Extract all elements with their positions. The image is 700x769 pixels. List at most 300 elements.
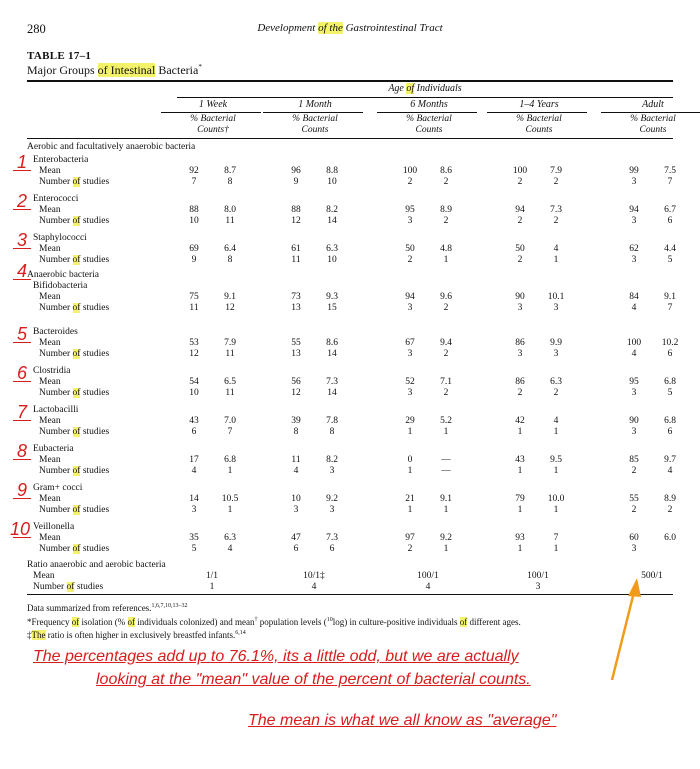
mean-percent-cell: 94: [405, 292, 415, 302]
mean-count-cell: 8.6: [440, 166, 452, 176]
studies-count-cell: 15: [327, 303, 337, 313]
studies-count-cell: 1: [227, 505, 233, 515]
studies-count-cell: 3: [553, 303, 559, 313]
mean-count-cell: 10.2: [661, 338, 679, 348]
studies-count-cell: 14: [327, 388, 337, 398]
studies-percent-cell: 3: [631, 177, 637, 187]
studies-label: Number of studies: [39, 255, 110, 265]
studies-count-cell: 8: [227, 255, 233, 265]
mean-count-cell: 6.0: [664, 533, 676, 543]
mean-count-cell: 9.6: [440, 292, 452, 302]
studies-percent-cell: 1: [517, 427, 523, 437]
studies-count-cell: 1: [443, 505, 449, 515]
studies-percent-cell: 1: [407, 466, 413, 476]
age-heading: 1 Week: [198, 99, 228, 110]
annotation-underline: [13, 459, 31, 460]
mean-count-cell: 8.2: [326, 205, 338, 215]
studies-count-cell: 7: [667, 177, 673, 187]
studies-count-cell: 11: [225, 349, 235, 359]
studies-count-cell: 7: [227, 427, 233, 437]
studies-count-cell: 11: [225, 388, 235, 398]
studies-count-cell: 1: [553, 505, 559, 515]
studies-percent-cell: 7: [191, 177, 197, 187]
studies-count-cell: 6: [667, 427, 673, 437]
studies-label: Number of studies: [39, 216, 110, 226]
mean-count-cell: 7: [553, 533, 559, 543]
table-id: TABLE 17–1: [27, 50, 92, 62]
mean-count-cell: 4: [553, 416, 559, 426]
mean-count-cell: 7.1: [440, 377, 452, 387]
mean-percent-cell: 50: [405, 244, 415, 254]
studies-percent-cell: 3: [407, 216, 413, 226]
studies-percent-cell: 4: [191, 466, 197, 476]
studies-count-cell: 2: [443, 349, 449, 359]
mean-count-cell: 7.0: [224, 416, 236, 426]
page-number: 280: [27, 22, 46, 36]
annotation-number-3: 3: [17, 230, 28, 250]
mean-count-cell: 8.0: [224, 205, 236, 215]
age-spanner: Age of Individuals: [388, 83, 462, 94]
footnotes: [27, 601, 673, 642]
mean-percent-cell: 53: [189, 338, 199, 348]
studies-percent-cell: 2: [517, 177, 523, 187]
ratio-studies-label: Number of studies: [33, 582, 104, 592]
studies-percent-cell: 6: [191, 427, 197, 437]
mean-percent-cell: 75: [189, 292, 199, 302]
studies-percent-cell: 9: [191, 255, 197, 265]
mean-percent-cell: 100: [626, 338, 642, 348]
mean-label: Mean: [39, 292, 61, 302]
mean-percent-cell: 50: [515, 244, 525, 254]
mean-percent-cell: 43: [515, 455, 525, 465]
studies-label: Number of studies: [39, 544, 110, 554]
studies-count-cell: 1: [553, 544, 559, 554]
mean-count-cell: 9.2: [326, 494, 338, 504]
mean-percent-cell: 86: [515, 377, 525, 387]
mean-percent-cell: 54: [189, 377, 199, 387]
studies-count-cell: 11: [225, 216, 235, 226]
studies-percent-cell: 1: [517, 466, 523, 476]
studies-percent-cell: 1: [517, 505, 523, 515]
mean-percent-cell: 94: [629, 205, 639, 215]
studies-label: Number of studies: [39, 505, 110, 515]
mean-count-cell: 4: [553, 244, 559, 254]
mean-count-cell: —: [441, 455, 451, 465]
ratio-studies-cell: 4: [311, 582, 317, 592]
mean-percent-cell: 100: [402, 166, 418, 176]
footnote-dagger: ‡The ratio is often higher in exclusively breastfed infants.$^{6,14}$: [27, 630, 246, 640]
mean-count-cell: 8.6: [326, 338, 338, 348]
studies-label: Number of studies: [39, 303, 110, 313]
mean-percent-cell: 96: [291, 166, 301, 176]
mean-percent-cell: 95: [629, 377, 639, 387]
mean-percent-cell: 29: [405, 416, 415, 426]
mean-count-cell: 6.5: [224, 377, 236, 387]
annotation-underline: [13, 537, 31, 538]
mean-percent-cell: 73: [291, 292, 301, 302]
studies-count-cell: 2: [443, 388, 449, 398]
studies-count-cell: 2: [553, 177, 559, 187]
mean-count-cell: 9.1: [664, 292, 676, 302]
mean-percent-cell: 84: [629, 292, 639, 302]
ratio-studies-cell: 4: [425, 582, 431, 592]
mean-count-cell: 7.9: [550, 166, 562, 176]
annotation-number-6: 6: [17, 363, 28, 383]
studies-count-cell: 1: [443, 427, 449, 437]
mean-count-cell: 7.3: [326, 377, 338, 387]
mean-label: Mean: [39, 166, 61, 176]
mean-count-cell: 10.0: [547, 494, 565, 504]
ratio-mean-label: Mean: [33, 571, 55, 581]
mean-label: Mean: [39, 533, 61, 543]
annotation-underline: [13, 420, 31, 421]
annotation-underline: [13, 248, 31, 249]
column-subheader: % Bacterial: [630, 114, 676, 124]
studies-percent-cell: 2: [631, 505, 637, 515]
studies-percent-cell: 3: [631, 388, 637, 398]
mean-percent-cell: 90: [515, 292, 525, 302]
mean-label: Mean: [39, 455, 61, 465]
mean-percent-cell: 62: [629, 244, 639, 254]
age-heading-rule: [601, 112, 700, 113]
mean-percent-cell: 99: [629, 166, 639, 176]
studies-count-cell: 1: [553, 466, 559, 476]
annotation-line-2: looking at the "mean" value of the percent of bacterial counts.: [96, 671, 531, 688]
studies-label: Number of studies: [39, 388, 110, 398]
studies-percent-cell: 3: [191, 505, 197, 515]
mean-percent-cell: 100: [512, 166, 528, 176]
studies-percent-cell: 3: [631, 427, 637, 437]
annotation-number-1: 1: [17, 152, 28, 172]
studies-percent-cell: 10: [189, 388, 199, 398]
mean-percent-cell: 92: [189, 166, 199, 176]
studies-percent-cell: 4: [293, 466, 299, 476]
studies-count-cell: 3: [329, 505, 335, 515]
ratio-studies-cell: 1: [209, 582, 215, 592]
studies-percent-cell: 3: [631, 255, 637, 265]
studies-percent-cell: 3: [407, 349, 413, 359]
mean-count-cell: 9.3: [326, 292, 338, 302]
mean-percent-cell: 69: [189, 244, 199, 254]
studies-count-cell: 2: [443, 177, 449, 187]
bacteria-group-name: Enterococci: [33, 194, 79, 204]
mean-count-cell: 7.3: [326, 533, 338, 543]
running-title: Development of the Gastrointestinal Tract: [257, 22, 443, 34]
mean-label: Mean: [39, 244, 61, 254]
studies-percent-cell: 1: [517, 544, 523, 554]
studies-label: Number of studies: [39, 349, 110, 359]
annotation-number-9: 9: [17, 480, 28, 500]
studies-percent-cell: 10: [189, 216, 199, 226]
studies-percent-cell: 4: [631, 349, 637, 359]
mean-count-cell: 8.8: [326, 166, 338, 176]
mean-percent-cell: 47: [291, 533, 301, 543]
column-subheader: Counts: [301, 125, 329, 135]
studies-percent-cell: 2: [407, 177, 413, 187]
mean-count-cell: 8.9: [440, 205, 452, 215]
studies-percent-cell: 8: [293, 427, 299, 437]
studies-percent-cell: 13: [291, 303, 301, 313]
ratio-mean-cell: 10/1‡: [303, 571, 325, 581]
mean-count-cell: 6.3: [224, 533, 236, 543]
ratio-mean-cell: 1/1: [205, 571, 219, 581]
studies-count-cell: 10: [327, 255, 337, 265]
studies-percent-cell: 11: [291, 255, 301, 265]
studies-count-cell: 2: [553, 216, 559, 226]
bacteria-group-name: Enterobacteria: [33, 155, 89, 165]
studies-count-cell: 8: [329, 427, 335, 437]
age-heading: 6 Months: [410, 99, 448, 110]
studies-percent-cell: 1: [407, 505, 413, 515]
annotation-number-10: 10: [10, 519, 31, 539]
annotation-number-2: 2: [17, 191, 28, 211]
mean-percent-cell: 35: [189, 533, 199, 543]
column-subheader: % Bacterial: [516, 114, 562, 124]
annotation-underline: [13, 381, 31, 382]
age-heading: Adult: [642, 99, 664, 110]
mean-percent-cell: 67: [405, 338, 415, 348]
studies-percent-cell: 5: [191, 544, 197, 554]
mean-percent-cell: 60: [629, 533, 639, 543]
studies-percent-cell: 2: [407, 255, 413, 265]
header-bottom-rule: [27, 138, 673, 139]
studies-percent-cell: 6: [293, 544, 299, 554]
studies-percent-cell: 1: [407, 427, 413, 437]
studies-percent-cell: 12: [189, 349, 199, 359]
age-heading-rule: [377, 112, 477, 113]
mean-percent-cell: 88: [189, 205, 199, 215]
mean-count-cell: 4.4: [664, 244, 676, 254]
studies-count-cell: 14: [327, 216, 337, 226]
studies-percent-cell: 3: [631, 544, 637, 554]
studies-count-cell: 10: [327, 177, 337, 187]
studies-count-cell: 4: [667, 466, 673, 476]
bacteria-group-name: Eubacteria: [33, 444, 74, 454]
annotation-line-1: The percentages add up to 76.1%, its a little odd, but we are actually: [33, 648, 519, 665]
mean-count-cell: 9.9: [550, 338, 562, 348]
studies-label: Number of studies: [39, 466, 110, 476]
mean-percent-cell: 90: [629, 416, 639, 426]
mean-percent-cell: 55: [629, 494, 639, 504]
studies-count-cell: 3: [329, 466, 335, 476]
studies-count-cell: 1: [443, 544, 449, 554]
bacteria-group-name: Lactobacilli: [33, 405, 79, 415]
studies-percent-cell: 12: [291, 216, 301, 226]
column-subheader: Counts: [525, 125, 553, 135]
mean-percent-cell: 39: [291, 416, 301, 426]
mean-percent-cell: 97: [405, 533, 415, 543]
mean-percent-cell: 14: [189, 494, 199, 504]
mean-label: Mean: [39, 494, 61, 504]
studies-count-cell: 2: [667, 505, 673, 515]
studies-percent-cell: 2: [517, 388, 523, 398]
mean-count-cell: 6.8: [224, 455, 236, 465]
mean-percent-cell: 52: [405, 377, 415, 387]
annotation-line-3: The mean is what we all know as "average": [248, 712, 557, 729]
studies-count-cell: 6: [329, 544, 335, 554]
data-table: [10, 80, 679, 594]
studies-percent-cell: 2: [631, 466, 637, 476]
mean-count-cell: 9.5: [550, 455, 562, 465]
studies-count-cell: 2: [553, 388, 559, 398]
footnote-summary: Data summarized from references.$^{1,6,7,10,13-32}$: [27, 603, 188, 613]
studies-count-cell: 1: [227, 466, 233, 476]
mean-count-cell: 7.8: [326, 416, 338, 426]
age-heading: 1 Month: [298, 99, 332, 110]
annotation-underline: [13, 342, 31, 343]
table-title: Major Groups of Intestinal Bacteria*: [27, 63, 202, 77]
studies-percent-cell: 3: [517, 303, 523, 313]
mean-percent-cell: 95: [405, 205, 415, 215]
studies-percent-cell: 2: [517, 255, 523, 265]
studies-count-cell: 2: [443, 303, 449, 313]
studies-percent-cell: 3: [407, 303, 413, 313]
studies-count-cell: 8: [227, 177, 233, 187]
studies-count-cell: 12: [225, 303, 235, 313]
age-heading-rule: [263, 112, 363, 113]
ratio-mean-cell: 500/1: [641, 571, 663, 581]
bacteria-group-name: Bacteroides: [33, 327, 78, 337]
annotation-underline: [13, 498, 31, 499]
mean-percent-cell: 55: [291, 338, 301, 348]
mean-percent-cell: 79: [515, 494, 525, 504]
studies-count-cell: 6: [667, 349, 673, 359]
annotation-underline: [13, 170, 31, 171]
mean-count-cell: 9.2: [440, 533, 452, 543]
mean-percent-cell: 17: [189, 455, 199, 465]
studies-count-cell: 1: [443, 255, 449, 265]
column-subheader: % Bacterial: [406, 114, 452, 124]
mean-count-cell: 7.9: [224, 338, 236, 348]
mean-percent-cell: 85: [629, 455, 639, 465]
mean-count-cell: 6.4: [224, 244, 236, 254]
mean-count-cell: 6.3: [550, 377, 562, 387]
mean-count-cell: 6.7: [664, 205, 676, 215]
studies-percent-cell: 4: [631, 303, 637, 313]
mean-percent-cell: 42: [515, 416, 525, 426]
column-subheader: Counts†: [197, 125, 229, 135]
section-label-aerobic: Aerobic and facultatively anaerobic bacteria: [27, 142, 196, 152]
mean-percent-cell: 88: [291, 205, 301, 215]
age-heading-rule: [487, 112, 587, 113]
annotation-number-5: 5: [17, 324, 28, 344]
studies-count-cell: 14: [327, 349, 337, 359]
ratio-mean-cell: 100/1: [417, 571, 439, 581]
studies-percent-cell: 13: [291, 349, 301, 359]
age-heading-rule: [161, 112, 261, 113]
studies-count-cell: 6: [667, 216, 673, 226]
mean-percent-cell: 21: [405, 494, 415, 504]
mean-label: Mean: [39, 416, 61, 426]
ratio-studies-cell: 3: [535, 582, 541, 592]
mean-count-cell: 9.7: [664, 455, 676, 465]
mean-count-cell: 10.5: [221, 494, 239, 504]
mean-count-cell: 4.8: [440, 244, 452, 254]
annotation-underline: [13, 209, 31, 210]
footnote-star: *Frequency of isolation (% of individuals colonized) and mean† population levels ($^{10}$log) in culture-positive individuals of different ages.: [27, 616, 521, 627]
mean-count-cell: 8.7: [224, 166, 236, 176]
table-top-rule: [27, 80, 673, 82]
studies-count-cell: 7: [667, 303, 673, 313]
studies-percent-cell: 3: [293, 505, 299, 515]
mean-percent-cell: 11: [291, 455, 301, 465]
column-subheader: % Bacterial: [190, 114, 236, 124]
mean-percent-cell: 56: [291, 377, 301, 387]
ratio-mean-cell: 100/1: [527, 571, 549, 581]
mean-label: Mean: [39, 377, 61, 387]
bacteria-group-name: Clostridia: [33, 366, 71, 376]
studies-count-cell: 4: [227, 544, 233, 554]
mean-label: Mean: [39, 338, 61, 348]
bacteria-group-name: Bifidobacteria: [33, 281, 88, 291]
column-subheader: % Bacterial: [292, 114, 338, 124]
annotation-underline: [13, 279, 31, 280]
mean-count-cell: 8.9: [664, 494, 676, 504]
annotation-number-7: 7: [17, 402, 28, 422]
studies-count-cell: —: [441, 466, 451, 476]
studies-label: Number of studies: [39, 427, 110, 437]
mean-percent-cell: 10: [291, 494, 301, 504]
bacteria-group-name: Staphylococci: [33, 233, 87, 243]
mean-count-cell: 5.2: [440, 416, 452, 426]
mean-count-cell: 6.8: [664, 377, 676, 387]
annotation-number-4: 4: [17, 261, 28, 281]
ratio-label: Ratio anaerobic and aerobic bacteria: [27, 560, 166, 570]
age-heading: 1–4 Years: [519, 99, 559, 110]
mean-label: Mean: [39, 205, 61, 215]
studies-percent-cell: 9: [293, 177, 299, 187]
mean-count-cell: 10.1: [547, 292, 565, 302]
mean-percent-cell: 43: [189, 416, 199, 426]
studies-count-cell: 5: [667, 255, 673, 265]
studies-percent-cell: 3: [407, 388, 413, 398]
table-bottom-rule: [27, 594, 673, 595]
studies-percent-cell: 2: [517, 216, 523, 226]
studies-count-cell: 3: [553, 349, 559, 359]
studies-label: Number of studies: [39, 177, 110, 187]
mean-percent-cell: 61: [291, 244, 301, 254]
mean-count-cell: 7.5: [664, 166, 676, 176]
studies-count-cell: 1: [553, 427, 559, 437]
section-label-anaerobic: Anaerobic bacteria: [27, 270, 99, 280]
column-subheader: Counts: [639, 125, 667, 135]
mean-count-cell: 6.8: [664, 416, 676, 426]
studies-count-cell: 1: [553, 255, 559, 265]
studies-percent-cell: 11: [189, 303, 199, 313]
mean-count-cell: 7.3: [550, 205, 562, 215]
mean-percent-cell: 94: [515, 205, 525, 215]
studies-count-cell: 5: [667, 388, 673, 398]
annotation-number-8: 8: [17, 441, 28, 461]
studies-percent-cell: 3: [517, 349, 523, 359]
page-header: [27, 22, 673, 38]
mean-percent-cell: 93: [515, 533, 525, 543]
mean-percent-cell: 86: [515, 338, 525, 348]
bacteria-group-name: Veillonella: [33, 522, 75, 532]
studies-percent-cell: 2: [407, 544, 413, 554]
mean-count-cell: 6.3: [326, 244, 338, 254]
column-subheader: Counts: [415, 125, 443, 135]
mean-count-cell: 9.1: [440, 494, 452, 504]
mean-count-cell: 9.1: [224, 292, 236, 302]
studies-percent-cell: 12: [291, 388, 301, 398]
mean-count-cell: 9.4: [440, 338, 452, 348]
studies-count-cell: 2: [443, 216, 449, 226]
mean-percent-cell: 0: [407, 455, 413, 465]
studies-percent-cell: 3: [631, 216, 637, 226]
bacteria-group-name: Gram+ cocci: [33, 483, 83, 493]
spanner-rule: [177, 97, 673, 98]
